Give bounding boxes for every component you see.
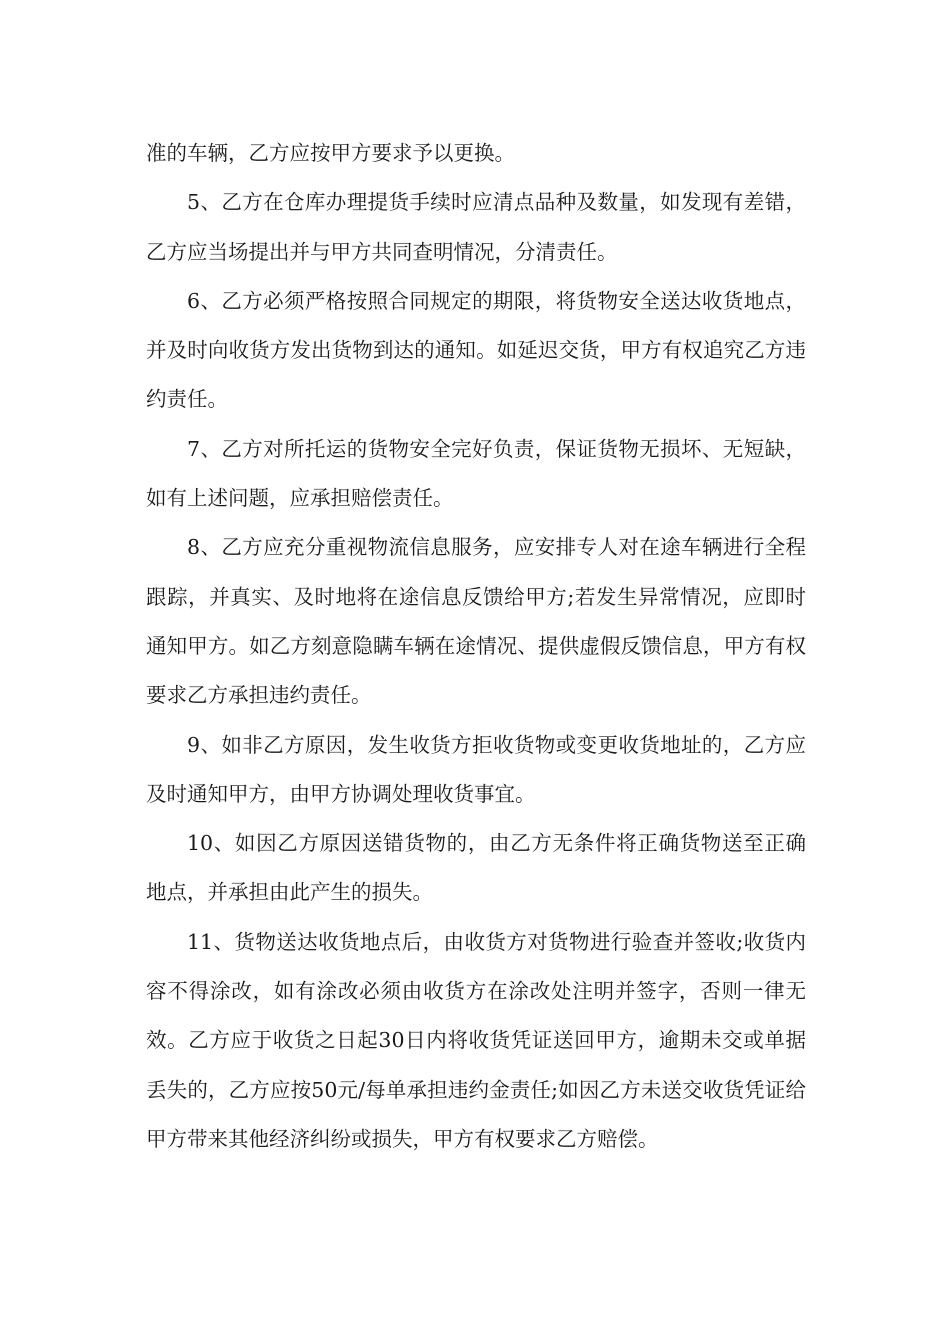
paragraph-continuation: 准的车辆，乙方应按甲方要求予以更换。 (146, 141, 515, 165)
clause-6: 6、乙方必须严格按照合同规定的期限，将货物安全送达收货地点，并及时向收货方发出货物到达的通知。如延迟交货，甲方有权追究乙方违约责任。 (146, 288, 806, 412)
clause-5: 5、乙方在仓库办理提货手续时应清点品种及数量，如发现有差错，乙方应当场提出并与甲方共同查明情况，分清责任。 (146, 190, 806, 264)
clause-9: 9、如非乙方原因，发生收货方拒收货物或变更收货地址的，乙方应及时通知甲方，由甲方协调处理收货事宜。 (146, 732, 806, 806)
clause-7: 7、乙方对所托运的货物安全完好负责，保证货物无损坏、无短缺，如有上述问题，应承担赔偿责任。 (146, 436, 806, 511)
clause-11: 11、货物送达收货地点后，由收货方对货物进行验查并签收;收货内容不得涂改，如有涂改必须由收货方在涂改处注明并签字，否则一律无效。乙方应于收货之日起30日内将收货凭证送回甲方，逾期未交或单据丢失的，乙方应按50元/每单承担违约金责任;如因乙方未送交收货凭证给甲方带来其他经济纠纷或损失，甲方有权要求乙方赔偿。 (146, 929, 806, 1151)
clause-8: 8、乙方应充分重视物流信息服务，应安排专人对在途车辆进行全程跟踪，并真实、及时地将在途信息反馈给甲方;若发生异常情况，应即时通知甲方。如乙方刻意隐瞒车辆在途情况、提供虚假反馈信息，甲方有权要求乙方承担违约责任。 (146, 535, 806, 708)
document-body (146, 129, 806, 1164)
clause-10: 10、如因乙方原因送错货物的，由乙方无条件将正确货物送至正确地点，并承担由此产生的损失。 (146, 831, 806, 905)
